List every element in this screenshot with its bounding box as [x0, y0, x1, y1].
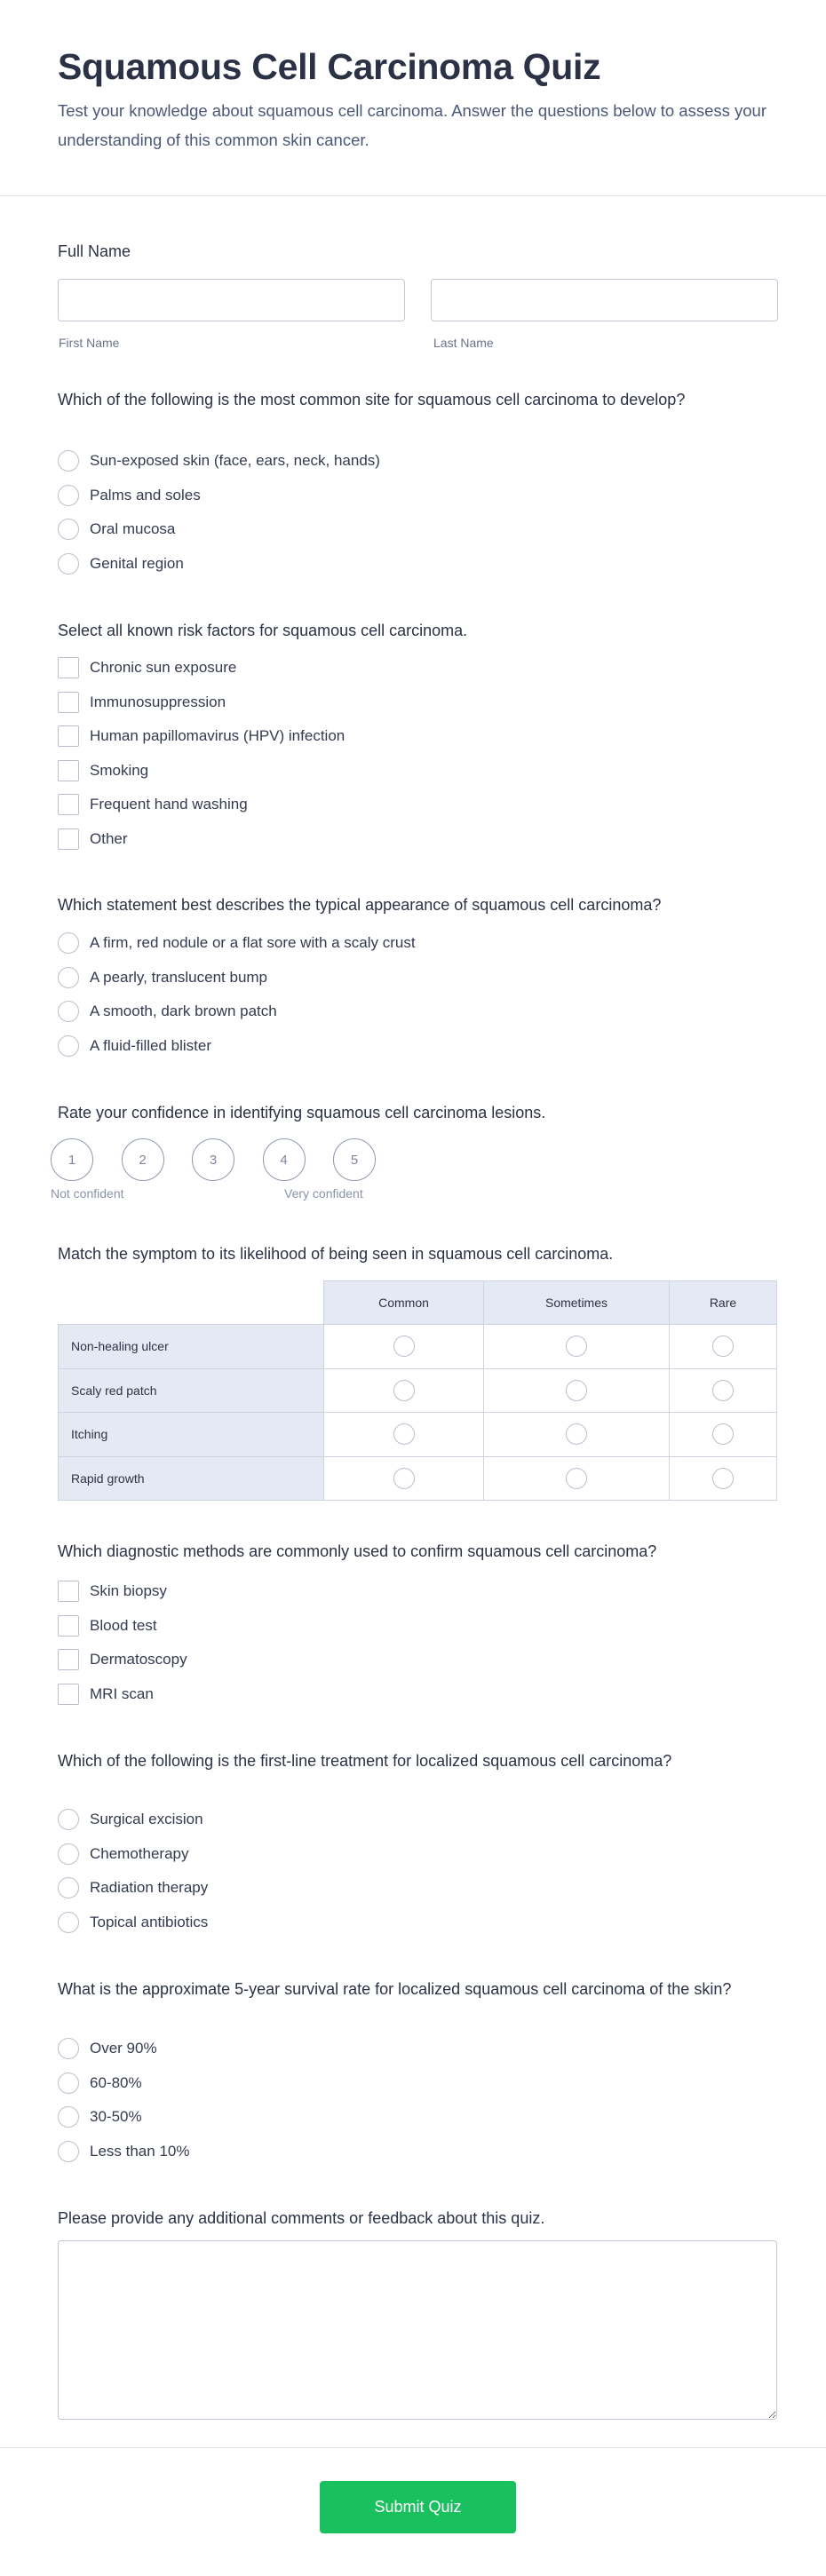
option-label: Sun-exposed skin (face, ears, neck, hands)	[90, 452, 380, 470]
option-label: Smoking	[90, 761, 149, 779]
radio-button[interactable]	[58, 1912, 79, 1933]
matrix-radio[interactable]	[566, 1380, 587, 1401]
q7-option[interactable]	[58, 1837, 208, 1872]
matrix-radio[interactable]	[712, 1336, 734, 1357]
q3-option[interactable]	[58, 926, 416, 961]
matrix-row-label: Scaly red patch	[59, 1368, 324, 1413]
matrix-radio[interactable]	[566, 1423, 587, 1445]
option-label: Skin biopsy	[90, 1582, 167, 1600]
option-label: A fluid-filled blister	[90, 1036, 212, 1054]
rating-option-3[interactable]: 3	[192, 1138, 234, 1181]
option-label: Surgical excision	[90, 1811, 203, 1828]
q4-label: Rate your confidence in identifying squamous cell carcinoma lesions.	[58, 1104, 546, 1122]
q8-options	[58, 2032, 189, 2168]
radio-button[interactable]	[58, 1035, 79, 1057]
option-label: Over 90%	[90, 2040, 157, 2057]
option-label: 60-80%	[90, 2073, 142, 2091]
submit-quiz-button[interactable]: Submit Quiz	[320, 2481, 516, 2533]
q6-label: Which diagnostic methods are commonly used to confirm squamous cell carcinoma?	[58, 1542, 657, 1560]
matrix-cell	[484, 1456, 670, 1501]
page-title: Squamous Cell Carcinoma Quiz	[58, 46, 601, 87]
radio-button[interactable]	[58, 1877, 79, 1898]
option-label: Other	[90, 829, 128, 847]
option-label: A pearly, translucent bump	[90, 968, 268, 986]
q6-option[interactable]	[58, 1574, 187, 1609]
option-label: Chronic sun exposure	[90, 659, 237, 677]
q1-label: Which of the following is the most common site for squamous cell carcinoma to develop?	[58, 391, 686, 408]
matrix-cell	[324, 1368, 484, 1413]
radio-button[interactable]	[58, 485, 79, 506]
radio-button[interactable]	[58, 1809, 79, 1830]
matrix-cell	[670, 1456, 777, 1501]
radio-button[interactable]	[58, 2106, 79, 2128]
last-name-input[interactable]	[431, 279, 778, 321]
first-name-input[interactable]	[58, 279, 405, 321]
rating-option-5[interactable]: 5	[333, 1138, 376, 1181]
option-label: Oral mucosa	[90, 520, 176, 538]
radio-button[interactable]	[58, 553, 79, 575]
matrix-cell	[484, 1325, 670, 1369]
q3-option[interactable]	[58, 961, 416, 995]
q1-option[interactable]	[58, 512, 380, 547]
option-label: Blood test	[90, 1616, 157, 1634]
matrix-corner	[59, 1281, 324, 1325]
rating-option-2[interactable]: 2	[122, 1138, 164, 1181]
matrix-radio[interactable]	[712, 1468, 734, 1489]
option-label: Less than 10%	[90, 2142, 190, 2160]
matrix-cell	[484, 1368, 670, 1413]
q3-option[interactable]	[58, 1029, 416, 1064]
q3-option[interactable]	[58, 995, 416, 1029]
q2-label: Select all known risk factors for squamous cell carcinoma.	[58, 622, 468, 639]
page-subtitle: Test your knowledge about squamous cell carcinoma. Answer the questions below to assess your understanding of this common skin cancer.	[58, 101, 766, 149]
option-label: Radiation therapy	[90, 1879, 209, 1897]
q2-option[interactable]	[58, 754, 345, 789]
matrix-row-label: Non-healing ulcer	[59, 1325, 324, 1369]
matrix-cell	[670, 1413, 777, 1457]
matrix-radio[interactable]	[393, 1380, 415, 1401]
option-label: Chemotherapy	[90, 1844, 189, 1862]
full-name-label: Full Name	[58, 242, 131, 260]
matrix-column-header: Sometimes	[484, 1281, 670, 1325]
q6-option[interactable]	[58, 1643, 187, 1677]
matrix-radio[interactable]	[712, 1423, 734, 1445]
matrix-cell	[324, 1456, 484, 1501]
option-label: A firm, red nodule or a flat sore with a scaly crust	[90, 934, 416, 952]
checkbox[interactable]	[58, 725, 79, 747]
last-name-sublabel: Last Name	[433, 336, 494, 350]
option-label: Immunosuppression	[90, 693, 226, 710]
option-label: Genital region	[90, 554, 184, 572]
radio-button[interactable]	[58, 2141, 79, 2162]
radio-button[interactable]	[58, 932, 79, 954]
q1-option[interactable]	[58, 479, 380, 513]
matrix-row	[59, 1413, 777, 1457]
q2-option[interactable]	[58, 651, 345, 686]
q3-options	[58, 926, 416, 1063]
matrix-row-label: Rapid growth	[59, 1456, 324, 1501]
option-label: Human papillomavirus (HPV) infection	[90, 727, 345, 745]
checkbox[interactable]	[58, 657, 79, 678]
matrix-row	[59, 1368, 777, 1413]
option-label: Topical antibiotics	[90, 1913, 209, 1930]
checkbox[interactable]	[58, 1615, 79, 1637]
q8-option[interactable]	[58, 2100, 189, 2135]
matrix-column-header: Common	[324, 1281, 484, 1325]
option-label: Frequent hand washing	[90, 796, 248, 813]
q6-option[interactable]	[58, 1609, 187, 1644]
q8-label: What is the approximate 5-year survival rate for localized squamous cell carcinoma of the skin?	[58, 1980, 732, 1998]
matrix-cell	[670, 1325, 777, 1369]
matrix-row	[59, 1325, 777, 1369]
radio-button[interactable]	[58, 1001, 79, 1022]
q7-options	[58, 1803, 208, 1939]
q6-options	[58, 1574, 187, 1711]
q8-option[interactable]	[58, 2032, 189, 2066]
q7-label: Which of the following is the first-line treatment for localized squamous cell carcinoma?	[58, 1752, 672, 1770]
matrix-column-header: Rare	[670, 1281, 777, 1325]
checkbox[interactable]	[58, 794, 79, 815]
q2-option[interactable]	[58, 719, 345, 754]
option-label: Palms and soles	[90, 486, 201, 503]
matrix-cell	[670, 1368, 777, 1413]
matrix-row-label: Itching	[59, 1413, 324, 1457]
q1-options	[58, 444, 380, 581]
radio-button[interactable]	[58, 450, 79, 472]
matrix-radio[interactable]	[393, 1336, 415, 1357]
matrix-cell	[324, 1413, 484, 1457]
q7-option[interactable]	[58, 1803, 208, 1837]
symptom-matrix	[58, 1280, 777, 1501]
q1-option[interactable]	[58, 444, 380, 479]
scale-max-label: Very confident	[284, 1186, 363, 1201]
matrix-radio[interactable]	[566, 1336, 587, 1357]
q2-option[interactable]	[58, 788, 345, 822]
radio-button[interactable]	[58, 2038, 79, 2059]
option-label: A smooth, dark brown patch	[90, 1003, 277, 1020]
footer-divider	[0, 2447, 826, 2448]
q9-label: Please provide any additional comments or feedback about this quiz.	[58, 2209, 545, 2227]
rating-option-4[interactable]: 4	[263, 1138, 306, 1181]
matrix-cell	[324, 1325, 484, 1369]
checkbox[interactable]	[58, 1684, 79, 1705]
radio-button[interactable]	[58, 519, 79, 540]
checkbox[interactable]	[58, 692, 79, 713]
checkbox[interactable]	[58, 1581, 79, 1602]
header-divider	[0, 195, 826, 196]
scale-min-label: Not confident	[51, 1186, 124, 1201]
q5-label: Match the symptom to its likelihood of being seen in squamous cell carcinoma.	[58, 1245, 614, 1263]
q1-option[interactable]	[58, 547, 380, 582]
radio-button[interactable]	[58, 1843, 79, 1865]
q2-option[interactable]	[58, 822, 345, 857]
q2-options	[58, 651, 345, 856]
q2-option[interactable]	[58, 686, 345, 720]
matrix-radio[interactable]	[712, 1380, 734, 1401]
matrix-radio[interactable]	[393, 1468, 415, 1489]
q8-option[interactable]	[58, 2066, 189, 2101]
q3-label: Which statement best describes the typical appearance of squamous cell carcinoma?	[58, 896, 662, 914]
matrix-radio[interactable]	[566, 1468, 587, 1489]
comments-textarea[interactable]	[58, 2240, 777, 2420]
option-label: Dermatoscopy	[90, 1651, 187, 1668]
option-label: 30-50%	[90, 2108, 142, 2126]
q7-option[interactable]	[58, 1871, 208, 1906]
checkbox[interactable]	[58, 760, 79, 781]
q8-option[interactable]	[58, 2135, 189, 2169]
q7-option[interactable]	[58, 1906, 208, 1940]
checkbox[interactable]	[58, 828, 79, 850]
rating-option-1[interactable]: 1	[51, 1138, 93, 1181]
option-label: MRI scan	[90, 1684, 154, 1702]
checkbox[interactable]	[58, 1649, 79, 1670]
matrix-radio[interactable]	[393, 1423, 415, 1445]
matrix-cell	[484, 1413, 670, 1457]
first-name-sublabel: First Name	[59, 336, 120, 350]
matrix-row	[59, 1456, 777, 1501]
q6-option[interactable]	[58, 1677, 187, 1712]
radio-button[interactable]	[58, 2073, 79, 2094]
radio-button[interactable]	[58, 967, 79, 988]
